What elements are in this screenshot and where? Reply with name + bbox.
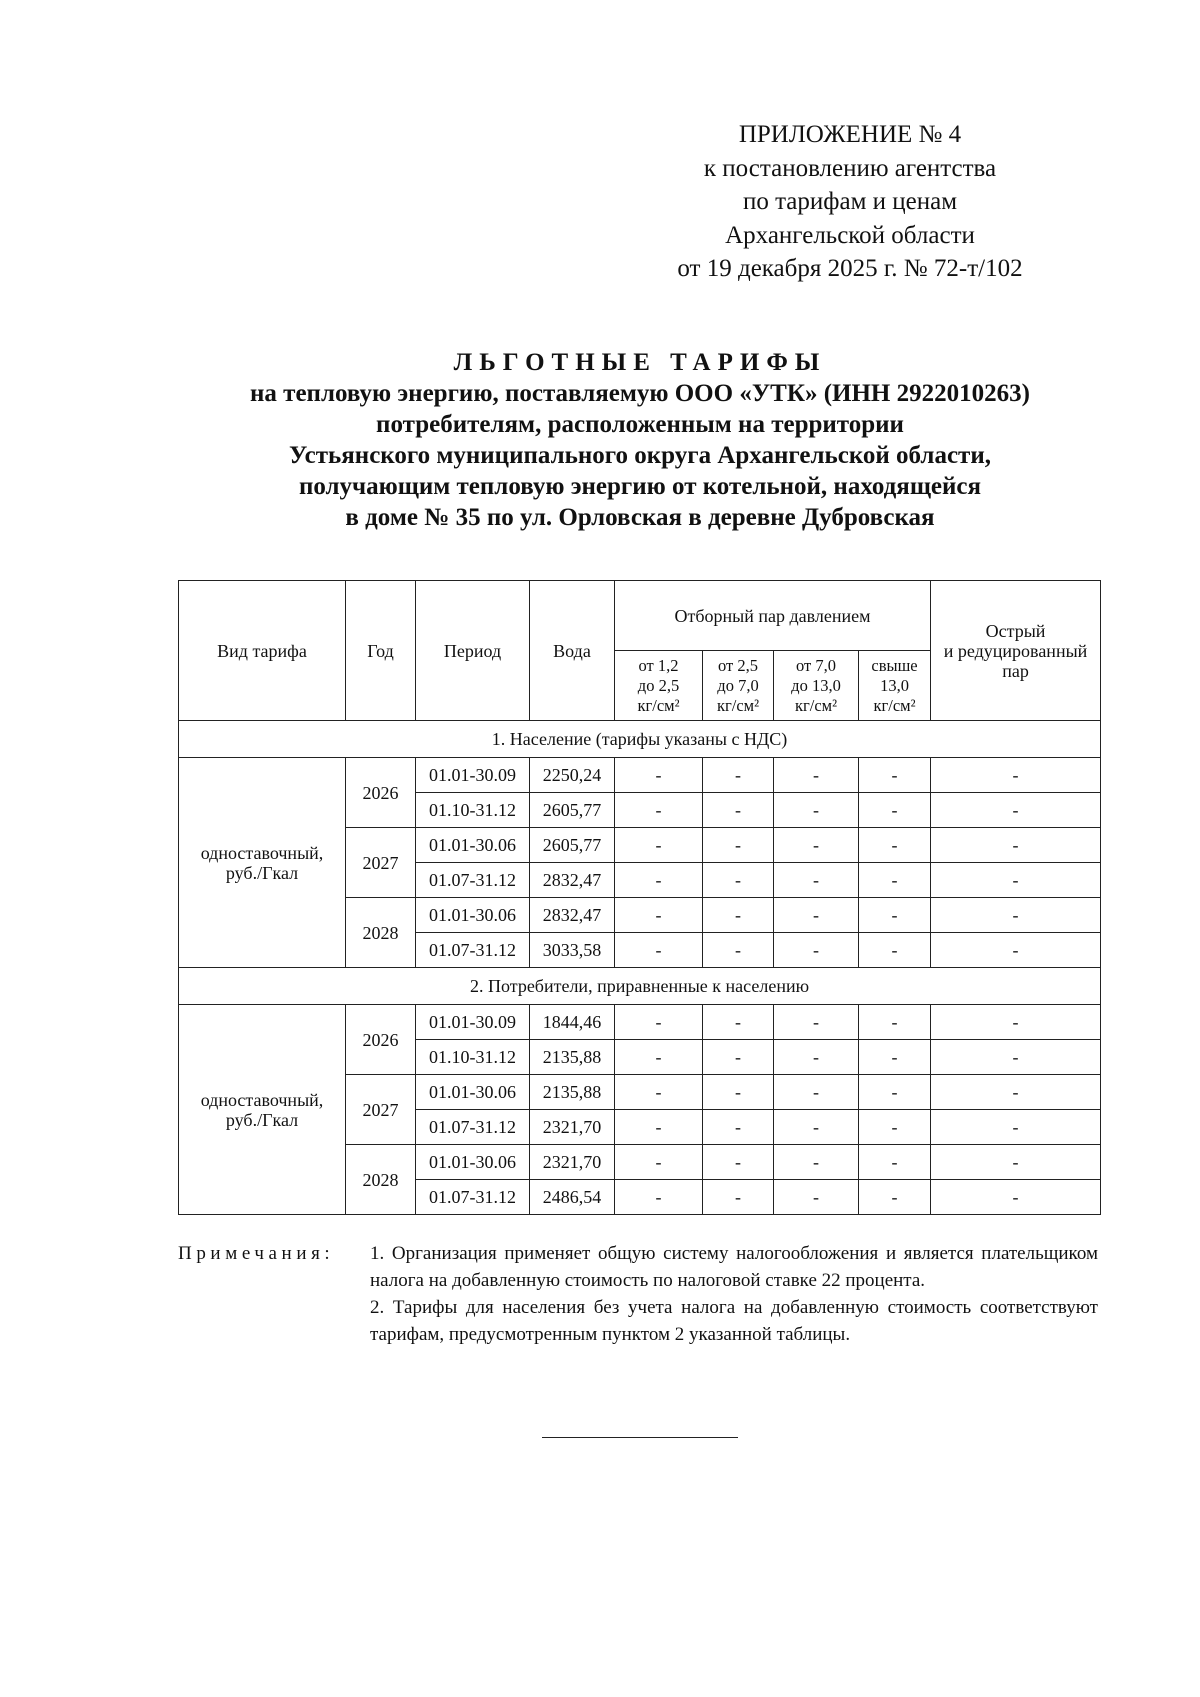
sharp-steam-cell: - xyxy=(931,1110,1101,1145)
steam-cell: - xyxy=(703,1110,774,1145)
steam-cell: - xyxy=(859,758,931,793)
header-sharp-line: и редуцированный xyxy=(943,640,1088,661)
steam-cell: - xyxy=(774,793,859,828)
water-cell: 2486,54 xyxy=(530,1180,615,1215)
header-period: Период xyxy=(416,581,530,721)
title-line: Устьянского муниципального округа Архангельской области, xyxy=(289,442,991,469)
tariff-type-cell: одноставочный, руб./Гкал xyxy=(179,758,346,968)
period-cell: 01.07-31.12 xyxy=(416,1110,530,1145)
sharp-steam-cell: - xyxy=(931,1040,1101,1075)
steam-cell: - xyxy=(774,863,859,898)
period-cell: 01.01-30.06 xyxy=(416,898,530,933)
steam-cell: - xyxy=(703,758,774,793)
steam-cell: - xyxy=(703,1180,774,1215)
title-main: ЛЬГОТНЫЕ ТАРИФЫ xyxy=(453,349,827,376)
header-steam-group: Отборный пар давлением xyxy=(615,581,931,651)
steam-cell: - xyxy=(615,1145,703,1180)
steam-cell: - xyxy=(774,828,859,863)
sharp-steam-cell: - xyxy=(931,933,1101,968)
period-cell: 01.10-31.12 xyxy=(416,793,530,828)
notes-label: Примечания: xyxy=(178,1243,335,1264)
header-tariff-type: Вид тарифа xyxy=(179,581,346,721)
year-cell: 2026 xyxy=(346,758,416,828)
header-steam-col: от 2,5 до 7,0 кг/см² xyxy=(703,651,774,721)
steam-cell: - xyxy=(615,758,703,793)
section-title: 2. Потребители, приравненные к населению xyxy=(179,968,1101,1005)
period-cell: 01.10-31.12 xyxy=(416,1040,530,1075)
appendix-header xyxy=(640,118,1060,286)
year-cell: 2027 xyxy=(346,1075,416,1145)
closing-line xyxy=(542,1437,738,1438)
steam-cell: - xyxy=(859,1005,931,1040)
steam-cell: - xyxy=(859,898,931,933)
water-cell: 2321,70 xyxy=(530,1145,615,1180)
appendix-ref-line: по тарифам и ценам xyxy=(742,188,958,215)
water-cell: 2832,47 xyxy=(530,863,615,898)
header-water: Вода xyxy=(530,581,615,721)
title-line: получающим тепловую энергию от котельной, находящейся xyxy=(298,473,982,500)
period-cell: 01.01-30.06 xyxy=(416,1075,530,1110)
title-line: потребителям, расположенным на территории xyxy=(376,411,904,438)
steam-cell: - xyxy=(859,863,931,898)
steam-cell: - xyxy=(859,1180,931,1215)
sharp-steam-cell: - xyxy=(931,758,1101,793)
steam-cell: - xyxy=(774,758,859,793)
notes-body xyxy=(370,1240,1098,1348)
sharp-steam-cell: - xyxy=(931,898,1101,933)
sharp-steam-cell: - xyxy=(931,793,1101,828)
year-cell: 2027 xyxy=(346,828,416,898)
water-cell: 2135,88 xyxy=(530,1040,615,1075)
sharp-steam-cell: - xyxy=(931,1145,1101,1180)
steam-cell: - xyxy=(615,1040,703,1075)
water-cell: 2321,70 xyxy=(530,1110,615,1145)
period-cell: 01.01-30.09 xyxy=(416,758,530,793)
steam-cell: - xyxy=(703,828,774,863)
header-steam-col: свыше 13,0 кг/см² xyxy=(859,651,931,721)
steam-cell: - xyxy=(859,1145,931,1180)
steam-cell: - xyxy=(774,1145,859,1180)
steam-cell: - xyxy=(615,828,703,863)
period-cell: 01.07-31.12 xyxy=(416,1180,530,1215)
period-cell: 01.07-31.12 xyxy=(416,933,530,968)
section-row xyxy=(179,721,1101,758)
steam-cell: - xyxy=(615,1075,703,1110)
period-cell: 01.07-31.12 xyxy=(416,863,530,898)
note-item: 2. Тарифы для населения без учета налога на добавленную стоимость соответствуют тарифам, предусмотренным пунктом 2 указанной таблицы. xyxy=(370,1297,1098,1345)
steam-cell: - xyxy=(774,1180,859,1215)
period-cell: 01.01-30.09 xyxy=(416,1005,530,1040)
steam-cell: - xyxy=(703,863,774,898)
steam-cell: - xyxy=(615,1005,703,1040)
steam-cell: - xyxy=(774,1040,859,1075)
water-cell: 3033,58 xyxy=(530,933,615,968)
tariff-type-cell: одноставочный, руб./Гкал xyxy=(179,1005,346,1215)
year-cell: 2028 xyxy=(346,898,416,968)
period-cell: 01.01-30.06 xyxy=(416,1145,530,1180)
sharp-steam-cell: - xyxy=(931,1180,1101,1215)
document-title xyxy=(150,347,1130,533)
steam-cell: - xyxy=(774,1005,859,1040)
table-row xyxy=(179,1005,1101,1040)
steam-cell: - xyxy=(859,1040,931,1075)
steam-cell: - xyxy=(774,1075,859,1110)
steam-cell: - xyxy=(703,933,774,968)
header-steam-col: от 7,0 до 13,0 кг/см² xyxy=(774,651,859,721)
steam-cell: - xyxy=(615,1110,703,1145)
steam-cell: - xyxy=(703,1145,774,1180)
steam-cell: - xyxy=(859,828,931,863)
water-cell: 2832,47 xyxy=(530,898,615,933)
year-cell: 2028 xyxy=(346,1145,416,1215)
steam-cell: - xyxy=(859,793,931,828)
water-cell: 2605,77 xyxy=(530,793,615,828)
steam-cell: - xyxy=(859,1075,931,1110)
sharp-steam-cell: - xyxy=(931,828,1101,863)
steam-cell: - xyxy=(615,863,703,898)
steam-cell: - xyxy=(859,1110,931,1145)
year-cell: 2026 xyxy=(346,1005,416,1075)
water-cell: 2605,77 xyxy=(530,828,615,863)
header-sharp-steam xyxy=(931,581,1101,721)
steam-cell: - xyxy=(703,1005,774,1040)
note-item: 1. Организация применяет общую систему налогообложения и является плательщиком налога на добавленную стоимость по налоговой ставке 22 процента. xyxy=(370,1243,1098,1291)
sharp-steam-cell: - xyxy=(931,1005,1101,1040)
appendix-ref-line: Архангельской области xyxy=(725,221,975,249)
steam-cell: - xyxy=(703,898,774,933)
tariff-table xyxy=(178,580,1101,1215)
title-line: в доме № 35 по ул. Орловская в деревне Дубровская xyxy=(345,504,935,531)
header-sharp-line: Острый xyxy=(985,620,1046,641)
steam-cell: - xyxy=(774,898,859,933)
header-sharp-line: пар xyxy=(1002,660,1029,681)
steam-cell: - xyxy=(703,1040,774,1075)
sharp-steam-cell: - xyxy=(931,1075,1101,1110)
appendix-ref-line: к постановлению агентства xyxy=(703,154,997,182)
water-cell: 1844,46 xyxy=(530,1005,615,1040)
steam-cell: - xyxy=(859,933,931,968)
steam-cell: - xyxy=(615,1180,703,1215)
steam-cell: - xyxy=(703,793,774,828)
sharp-steam-cell: - xyxy=(931,863,1101,898)
steam-cell: - xyxy=(774,1110,859,1145)
steam-cell: - xyxy=(774,933,859,968)
title-line: на тепловую энергию, поставляемую ООО «УТК» (ИНН 2922010263) xyxy=(250,380,1030,407)
steam-cell: - xyxy=(703,1075,774,1110)
period-cell: 01.01-30.06 xyxy=(416,828,530,863)
table-row xyxy=(179,758,1101,793)
section-row xyxy=(179,968,1101,1005)
header-steam-col: от 1,2 до 2,5 кг/см² xyxy=(615,651,703,721)
appendix-date-number: от 19 декабря 2025 г. № 72-т/102 xyxy=(677,255,1023,282)
appendix-number: ПРИЛОЖЕНИЕ № 4 xyxy=(738,121,962,148)
water-cell: 2135,88 xyxy=(530,1075,615,1110)
steam-cell: - xyxy=(615,793,703,828)
tariff-table-body xyxy=(179,721,1101,1215)
section-title: 1. Население (тарифы указаны с НДС) xyxy=(179,721,1101,758)
header-year: Год xyxy=(346,581,416,721)
steam-cell: - xyxy=(615,933,703,968)
steam-cell: - xyxy=(615,898,703,933)
water-cell: 2250,24 xyxy=(530,758,615,793)
